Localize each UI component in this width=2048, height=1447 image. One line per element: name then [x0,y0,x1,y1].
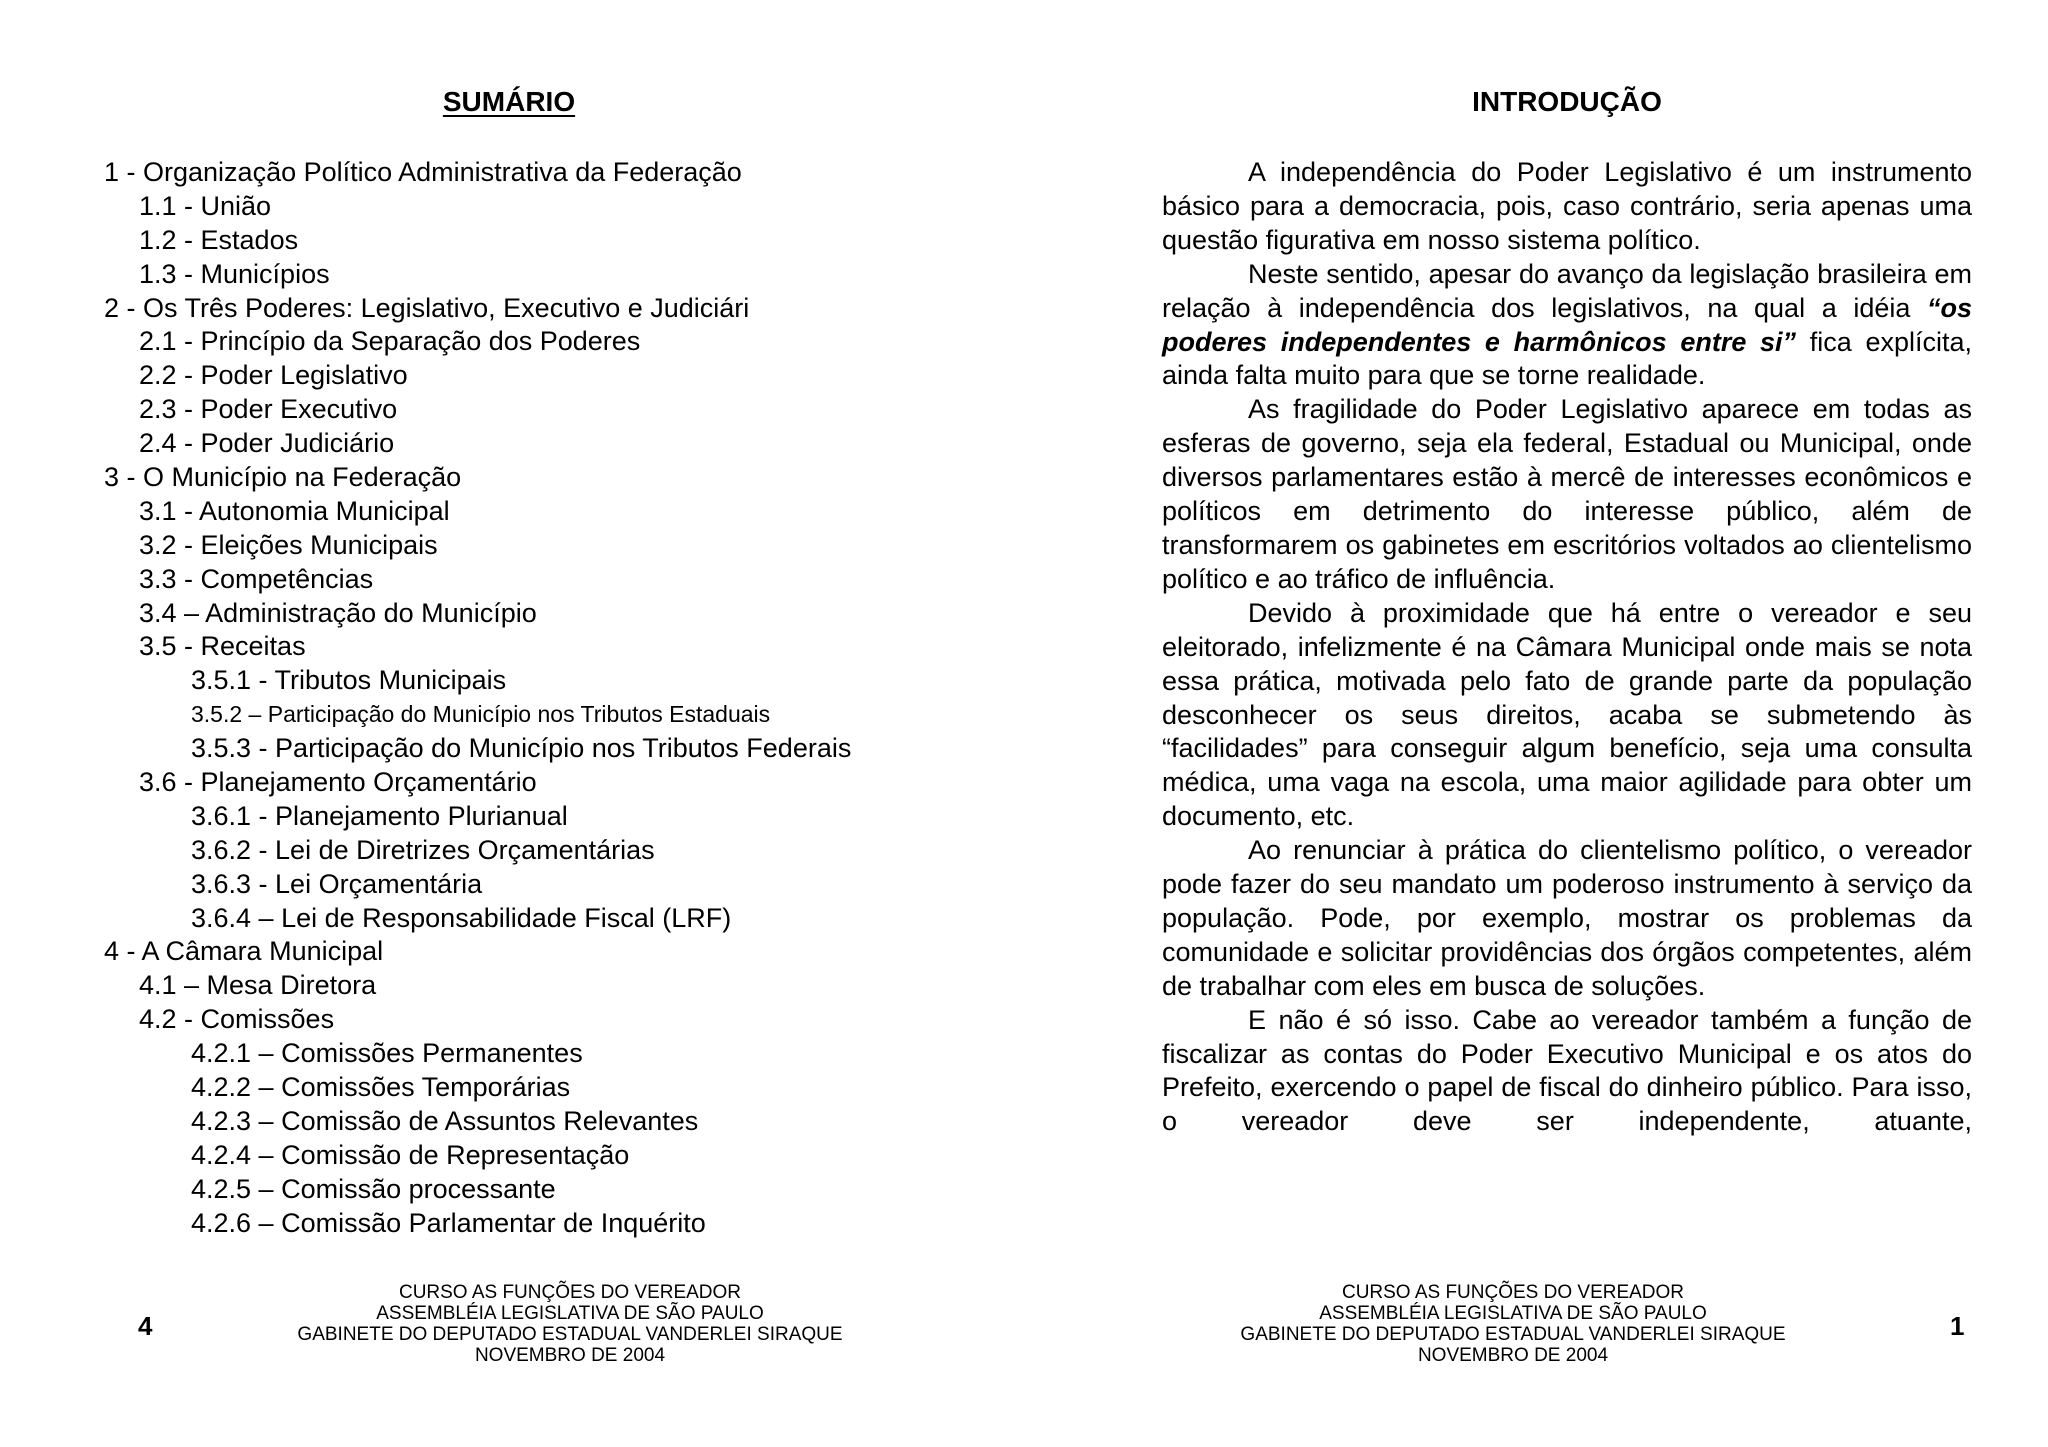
toc-entry: 4.2.2 – Comissões Temporárias [191,1072,571,1103]
toc-entry: 4.2.4 – Comissão de Representação [191,1139,630,1170]
introduction-body [1162,156,1972,1139]
paragraph-3: As fragilidade do Poder Legislativo aparece em todas as esferas de governo, seja ela federal, Estadual ou Municipal, onde diversos parlamentares estão à mercê de interesses econômicos e políticos em detrimento do interesse público, além de transformarem os gabinetes em escritórios voltados ao clientelismo político e ao tráfico de influência. [1162,394,1972,594]
toc-entry: 3.1 - Autonomia Municipal [139,495,450,526]
summary-title: SUMÁRIO [442,86,576,117]
toc-entry: 3.6.4 – Lei de Responsabilidade Fiscal (LRF) [191,902,732,933]
table-of-contents [104,156,1004,1241]
toc-entry: 4.2 - Comissões [139,1004,335,1035]
toc-entry: 3.6 - Planejamento Orçamentário [139,767,537,798]
toc-entry: 3.5.2 – Participação do Município nos Tributos Estaduais [191,701,771,728]
toc-entry: 4.2.6 – Comissão Parlamentar de Inquérito [191,1207,706,1238]
footer-date: NOVEMBRO DE 2004 [1417,1345,1609,1366]
footer-date: NOVEMBRO DE 2004 [474,1345,666,1366]
paragraph-1: A independência do Poder Legislativo é um instrumento básico para a democracia, pois, caso contrário, seria apenas uma questão figurativa em nosso sistema político. [1162,157,1972,255]
toc-entry: 4 - A Câmara Municipal [104,936,384,967]
paragraph-6: E não é só isso. Cabe ao vereador também a função de fiscalizar as contas do Poder Executivo Municipal e os atos do Prefeito, exercendo o papel de fiscal do dinheiro público. Para isso, o vereador deve ser independente, atuante, [1162,1004,1972,1137]
footer-assembly: ASSEMBLÉIA LEGISLATIVA DE SÃO PAULO [376,1303,764,1324]
footer-office: GABINETE DO DEPUTADO ESTADUAL VANDERLEI SIRAQUE [297,1324,843,1345]
toc-entry: 2.1 - Princípio da Separação dos Poderes [139,326,641,357]
footer-left [260,1282,880,1366]
toc-entry: 2.3 - Poder Executivo [139,394,398,425]
footer-office: GABINETE DO DEPUTADO ESTADUAL VANDERLEI SIRAQUE [1240,1324,1786,1345]
paragraph-2 [1162,258,1972,394]
footer-course: CURSO AS FUNÇÕES DO VEREADOR [398,1282,742,1303]
toc-entry: 4.2.1 – Comissões Permanentes [191,1038,583,1069]
toc-entry: 3.6.3 - Lei Orçamentária [191,868,483,899]
footer-course: CURSO AS FUNÇÕES DO VEREADOR [1341,1282,1685,1303]
toc-entry: 3.5 - Receitas [139,631,306,662]
toc-entry: 3.5.1 - Tributos Municipais [191,665,507,696]
toc-entry: 2.2 - Poder Legislativo [139,360,408,391]
toc-entry: 3.3 - Competências [139,563,374,594]
quote-emphasis: “os poderes independentes e harmônicos entre si” [1162,292,1972,357]
toc-entry: 1.1 - União [139,190,272,221]
toc-entry: 4.1 – Mesa Diretora [139,970,377,1001]
paragraph-2-start: Neste sentido, apesar do avanço da legislação brasileira em relação à independência dos legislativos, na qual a idéia [1162,258,1972,323]
toc-entry: 2 - Os Três Poderes: Legislativo, Executivo e Judiciári [104,292,750,323]
toc-entry: 3.6.2 - Lei de Diretrizes Orçamentárias [191,834,655,865]
page-number-right: 1 [1950,1311,1965,1341]
toc-entry: 1 - Organização Político Administrativa da Federação [104,157,742,187]
paragraph-2-end: fica explícita, ainda falta muito para que se torne realidade. [1162,326,1972,391]
toc-entry: 1.3 - Municípios [139,258,330,289]
toc-entry: 3.6.1 - Planejamento Plurianual [191,800,568,831]
paragraph-5: Ao renunciar à prática do clientelismo político, o vereador pode fazer do seu mandato um poderoso instrumento à serviço da população. Pode, por exemplo, mostrar os problemas da comunidade e solicitar providências dos órgãos competentes, além de trabalhar com eles em busca de soluções. [1162,835,1972,1001]
toc-entry: 3.4 – Administração do Município [139,597,537,628]
toc-entry: 4.2.3 – Comissão de Assuntos Relevantes [191,1105,699,1136]
toc-entry: 2.4 - Poder Judiciário [139,428,395,459]
paragraph-4: Devido à proximidade que há entre o vereador e seu eleitorado, infelizmente é na Câmara Municipal onde mais se nota essa prática, motivada pelo fato de grande parte da população desconhecer os seus direitos, acaba se submetendo às “facilidades” para conseguir algum benefício, seja uma consulta médica, uma vaga na escola, uma maior agilidade para obter um documento, etc. [1162,597,1972,832]
page-number-left: 4 [138,1311,153,1341]
toc-entry: 3.5.3 - Participação do Município nos Tributos Federais [191,733,852,764]
toc-entry: 3.2 - Eleições Municipais [139,529,438,560]
toc-entry: 1.2 - Estados [139,224,299,255]
footer-right [1203,1282,1823,1366]
toc-entry: 3 - O Município na Federação [104,462,462,493]
toc-entry: 4.2.5 – Comissão processante [191,1173,556,1204]
introduction-title: INTRODUÇÃO [1472,86,1662,117]
footer-assembly: ASSEMBLÉIA LEGISLATIVA DE SÃO PAULO [1319,1303,1707,1324]
